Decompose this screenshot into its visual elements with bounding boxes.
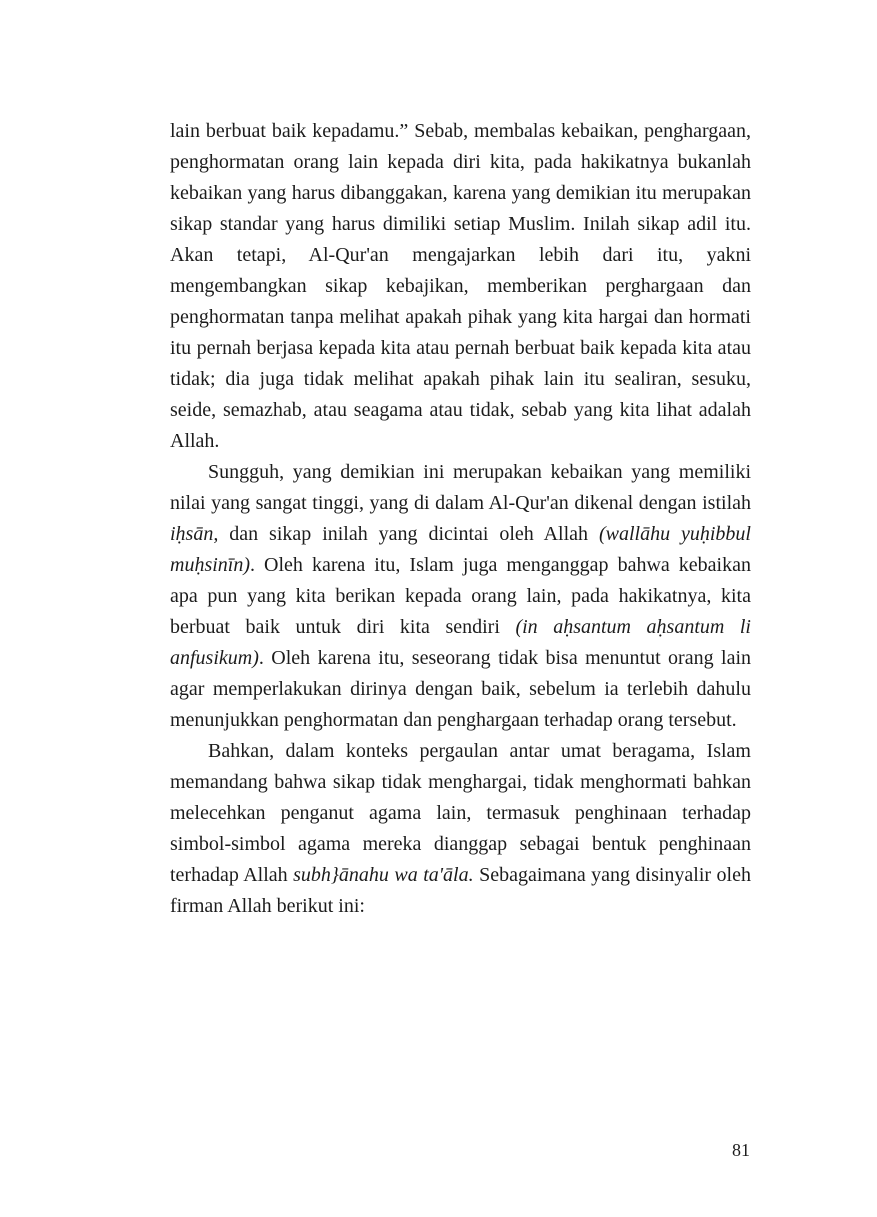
text-run: Sungguh, yang demikian ini merupakan kebaikan yang memiliki nilai yang sangat tinggi, yang di dalam Al-Qur'an dikenal dengan istilah bbox=[170, 461, 751, 514]
italic-text-run: (in aḥsantum aḥsantum li anfusikum) bbox=[170, 616, 751, 669]
text-run: dan sikap inilah yang dicintai oleh Allah bbox=[218, 523, 599, 545]
italic-text-run: (wallāhu yuḥibbul muḥsinīn) bbox=[170, 523, 751, 576]
page-text-block bbox=[170, 116, 751, 922]
paragraph bbox=[170, 457, 751, 736]
italic-text-run: subh}ānahu wa ta'āla. bbox=[293, 864, 474, 886]
text-run: . Oleh karena itu, Islam juga menganggap bahwa kebaikan apa pun yang kita berikan kepada orang lain, pada hakikatnya, kita berbuat baik untuk diri kita sendiri bbox=[170, 554, 751, 638]
italic-text-run: iḥsān, bbox=[170, 523, 219, 545]
text-run: Bahkan, dalam konteks pergaulan antar umat beragama, Islam memandang bahwa sikap tidak menghargai, tidak menghormati bahkan melecehkan penganut agama lain, termasuk penghinaan terhadap simbol-simbol agama mereka dianggap sebagai bentuk penghinaan terhadap Allah bbox=[170, 740, 751, 886]
text-run: . Oleh karena itu, seseorang tidak bisa menuntut orang lain agar memperlakukan dirinya dengan baik, sebelum ia terlebih dahulu menunjukkan penghormatan dan penghargaan terhadap orang tersebut. bbox=[170, 647, 751, 731]
page-number: 81 bbox=[732, 1140, 750, 1160]
text-run: lain berbuat baik kepadamu.” Sebab, membalas kebaikan, penghargaan, penghormatan orang lain kepada diri kita, pada hakikatnya bukanlah kebaikan yang harus dibanggakan, karena yang demikian itu merupakan sikap standar yang harus dimiliki setiap Muslim. Inilah sikap adil itu. Akan tetapi, Al-Qur'an mengajarkan lebih dari itu, yakni mengembangkan sikap kebajikan, memberikan perghargaan dan penghormatan tanpa melihat apakah pihak yang kita hargai dan hormati itu pernah berjasa kepada kita atau pernah berbuat baik kepada kita atau tidak; dia juga tidak melihat apakah pihak lain itu sealiran, sesuku, seide, semazhab, atau seagama atau tidak, sebab yang kita lihat adalah Allah. bbox=[170, 120, 751, 452]
paragraph bbox=[170, 116, 751, 457]
paragraph bbox=[170, 736, 751, 922]
text-run: Sebagaimana yang disinyalir oleh firman Allah berikut ini: bbox=[170, 864, 751, 917]
